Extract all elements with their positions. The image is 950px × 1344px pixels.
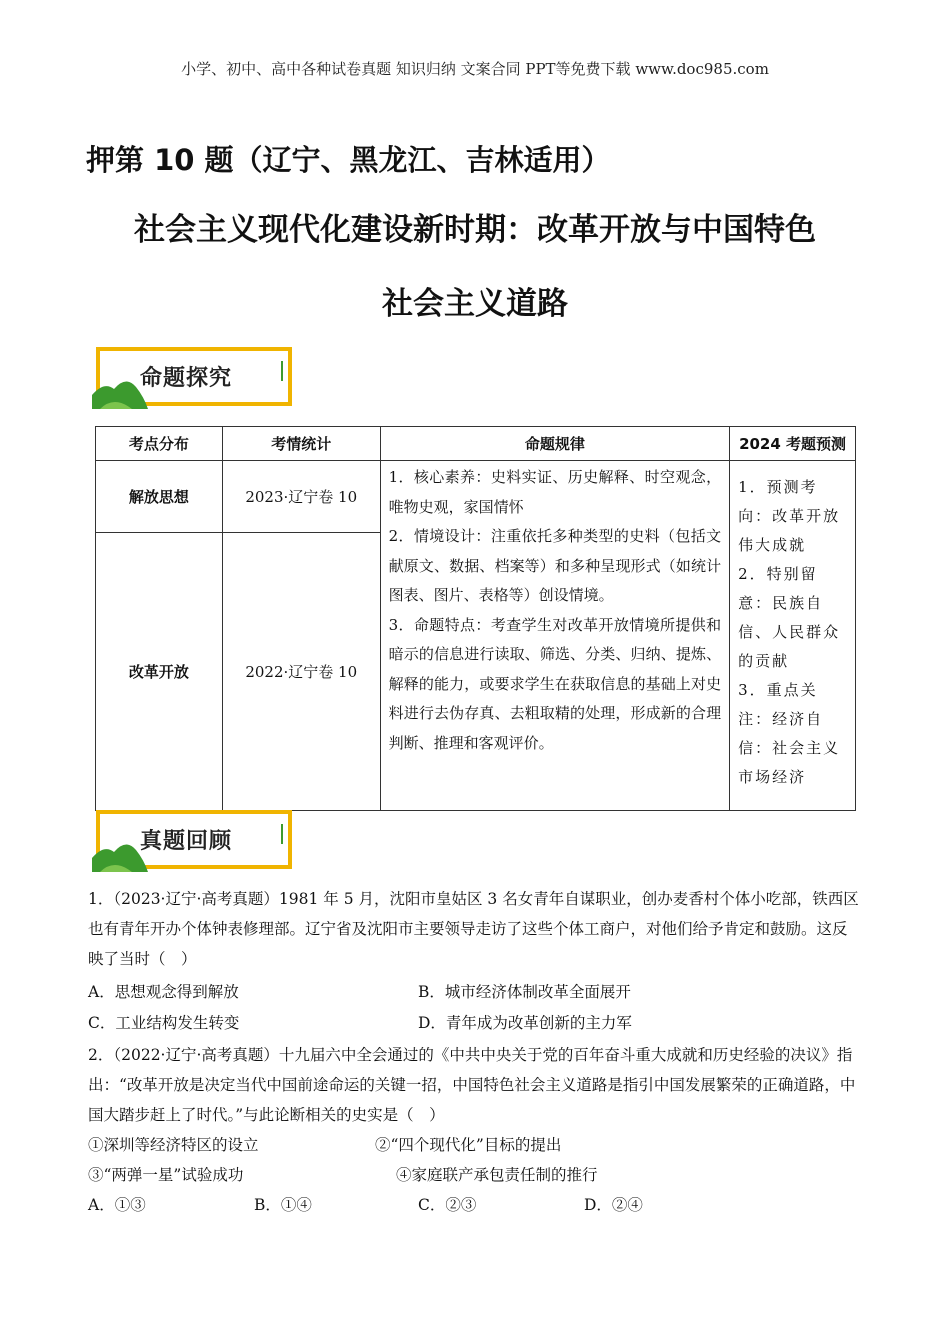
section-label: 命题探究: [140, 366, 233, 391]
page-subtitle-line2: 社会主义道路: [382, 286, 568, 322]
exam-analysis-table: [95, 426, 856, 811]
rule-item: 2．情境设计：注重依托多种类型的史料（包括文献原文、数据、档案等）和多种呈现形式（如统计图表、图片、表格等）创设情境。: [388, 527, 722, 604]
table-header-cell: 2024 考题预测: [730, 427, 856, 461]
table-row: [96, 461, 856, 533]
prediction-item: 1．预测考向：改革开放伟大成就: [738, 478, 841, 554]
page-subtitle-line1: 社会主义现代化建设新时期：改革开放与中国特色: [134, 212, 816, 248]
table-header-cell: 考点分布: [96, 427, 223, 461]
q2-option-a[interactable]: A．①③: [88, 1196, 146, 1214]
rule-item: 1．核心素养：史料实证、历史解释、时空观念，唯物史观，家国情怀: [388, 468, 722, 516]
q2-option-b[interactable]: B．①④: [254, 1196, 312, 1214]
q1-option-c[interactable]: C．工业结构发生转变: [88, 1014, 240, 1032]
q1-option-b[interactable]: B．城市经济体制改革全面展开: [418, 983, 631, 1001]
prediction-item: 3．重点关注：经济自信：社会主义市场经济: [738, 681, 841, 786]
q2-option-c[interactable]: C．②③: [418, 1196, 477, 1214]
table-header-cell: 考情统计: [222, 427, 380, 461]
section-banner-exploration: [92, 347, 292, 409]
q2-item-4: ④家庭联产承包责任制的推行: [396, 1166, 598, 1184]
q1-option-a[interactable]: A．思想观念得到解放: [88, 983, 239, 1001]
section-label: 真题回顾: [140, 829, 233, 854]
topic-cell: 改革开放: [96, 533, 223, 811]
site-header: 小学、初中、高中各种试卷真题 知识归纳 文案合同 PPT等免费下载 www.doc985.com: [181, 60, 769, 78]
section-banner-review: [92, 810, 292, 872]
q2-item-3: ③“两弹一星”试验成功: [88, 1166, 244, 1184]
prediction-item: 2．特别留意：民族自信、人民群众的贡献: [738, 565, 841, 670]
rule-item: 3．命题特点：考查学生对改革开放情境所提供和暗示的信息进行读取、筛选、分类、归纳、提炼、解释的能力，或要求学生在获取信息的基础上对史料进行去伪存真、去粗取精的处理，形成新的合理判断、推理和客观评价。: [388, 615, 722, 752]
page-title: 押第 10 题（辽宁、黑龙江、吉林适用）: [86, 143, 611, 177]
predictions-cell: [730, 461, 856, 811]
q2-item-1: ①深圳等经济特区的设立: [88, 1136, 259, 1154]
q2-option-d[interactable]: D．②④: [584, 1196, 643, 1214]
q2-item-2: ②“四个现代化”目标的提出: [375, 1136, 562, 1154]
question-2-stem: 2．（2022·辽宁·高考真题）十九届六中全会通过的《中共中央关于党的百年奋斗重大成就和历史经验的决议》指出：“改革开放是决定当代中国前途命运的关键一招，中国特色社会主义道路是指引中国发展繁荣的正确道路，中国大踏步赶上了时代。”与此论断相关的史实是（ ）: [88, 1046, 856, 1124]
stat-cell: 2022·辽宁卷 10: [222, 533, 380, 811]
rules-cell: [380, 461, 729, 811]
table-header-row: [96, 427, 856, 461]
stat-cell: 2023·辽宁卷 10: [222, 461, 380, 533]
question-1-stem: 1．（2023·辽宁·高考真题）1981 年 5 月，沈阳市皇姑区 3 名女青年自谋职业，创办麦香村个体小吃部，铁西区也有青年开办个体钟表修理部。辽宁省及沈阳市主要领导走访了这些个体工商户，对他们给予肯定和鼓励。这反映了当时（ ）: [88, 890, 859, 968]
table-header-cell: 命题规律: [380, 427, 729, 461]
topic-cell: 解放思想: [96, 461, 223, 533]
q1-option-d[interactable]: D．青年成为改革创新的主力军: [418, 1014, 632, 1032]
